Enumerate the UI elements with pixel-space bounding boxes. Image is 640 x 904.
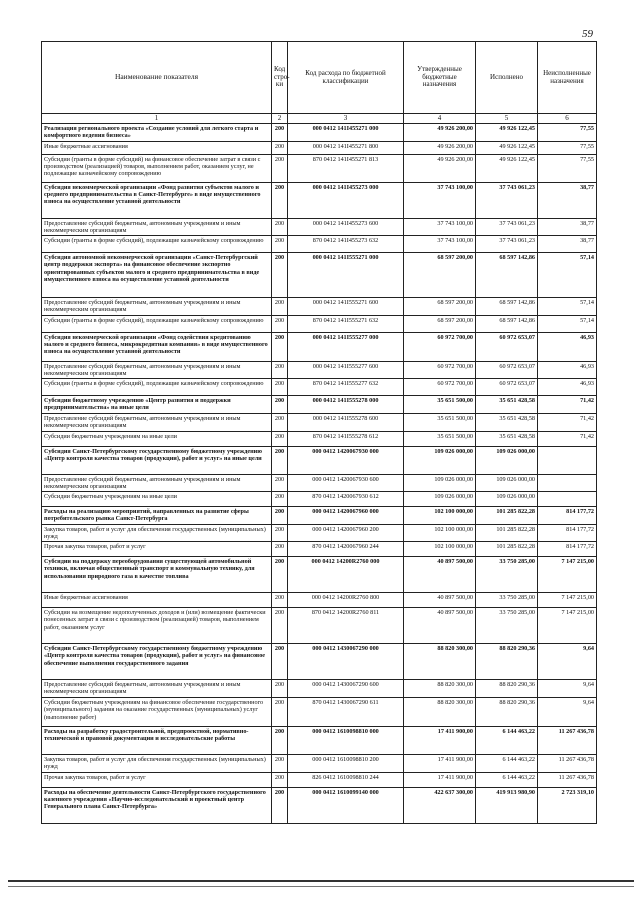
header-unexecuted: Неисполненные назначения [538, 42, 597, 114]
row-approved: 109 026 000,00 [404, 492, 476, 507]
table-row [42, 155, 597, 183]
row-executed: 60 972 653,07 [476, 361, 538, 378]
row-line-code: 200 [272, 525, 288, 542]
table-row [42, 332, 597, 361]
row-approved: 102 100 000,00 [404, 507, 476, 525]
row-approved: 17 411 900,00 [404, 727, 476, 755]
row-approved: 35 651 500,00 [404, 395, 476, 413]
row-unexecuted: 11 267 436,78 [538, 755, 597, 772]
row-name: Субсидия некоммерческой организации «Фонд развития субъектов малого и среднего предпринимательства в Санкт-Петербурге» в виде имущественного взноса на осуществление уставной деятельности [42, 183, 272, 219]
row-name: Расходы на реализацию мероприятий, направленных на развитие сферы потребительского рынка Санкт-Петербурга [42, 507, 272, 525]
row-unexecuted: 57,14 [538, 298, 597, 315]
table-row [42, 787, 597, 823]
row-line-code: 200 [272, 361, 288, 378]
row-unexecuted: 11 267 436,78 [538, 772, 597, 787]
row-line-code: 200 [272, 787, 288, 823]
row-line-code: 200 [272, 608, 288, 644]
row-unexecuted: 38,77 [538, 183, 597, 219]
row-line-code: 200 [272, 219, 288, 236]
table-row [42, 492, 597, 507]
column-number: 1 [42, 114, 272, 124]
row-name: Предоставление субсидий бюджетным, автономным учреждениям и иным некоммерческим организациям [42, 680, 272, 698]
row-expense-code: 000 0412 1610098810 200 [288, 755, 404, 772]
row-line-code: 200 [272, 727, 288, 755]
row-line-code: 200 [272, 507, 288, 525]
row-approved: 60 972 700,00 [404, 361, 476, 378]
row-line-code: 200 [272, 772, 288, 787]
row-line-code: 200 [272, 446, 288, 474]
table-row [42, 525, 597, 542]
table-row [42, 236, 597, 253]
row-expense-code: 000 0412 141I455271 000 [288, 124, 404, 142]
row-expense-code: 000 0412 1430067290 600 [288, 680, 404, 698]
header-executed: Исполнено [476, 42, 538, 114]
row-name: Предоставление субсидий бюджетным, автономным учреждениям и иным некоммерческим организациям [42, 413, 272, 431]
table-row [42, 680, 597, 698]
row-unexecuted [538, 492, 597, 507]
row-unexecuted: 2 723 319,10 [538, 787, 597, 823]
row-line-code: 200 [272, 378, 288, 395]
row-executed: 33 750 285,00 [476, 557, 538, 593]
row-executed: 49 926 122,45 [476, 124, 538, 142]
row-executed: 101 285 822,28 [476, 525, 538, 542]
row-expense-code: 000 0412 141I555278 000 [288, 395, 404, 413]
row-name: Предоставление субсидий бюджетным, автономным учреждениям и иным некоммерческим организациям [42, 219, 272, 236]
table-row [42, 413, 597, 431]
row-unexecuted: 46,93 [538, 378, 597, 395]
row-executed: 88 820 290,36 [476, 644, 538, 680]
column-number-row [42, 114, 597, 124]
row-name: Субсидии (гранты в форме субсидий), подлежащие казначейскому сопровождению [42, 378, 272, 395]
row-line-code: 200 [272, 492, 288, 507]
row-expense-code: 870 0412 141I455273 632 [288, 236, 404, 253]
row-approved: 35 651 500,00 [404, 413, 476, 431]
row-line-code: 200 [272, 542, 288, 557]
row-executed: 6 144 463,22 [476, 727, 538, 755]
row-expense-code: 000 0412 141I555277 600 [288, 361, 404, 378]
row-name: Субсидии бюджетным учреждениям на иные цели [42, 431, 272, 446]
row-approved: 17 411 900,00 [404, 772, 476, 787]
row-name: Субсидии бюджетному учреждению «Центр развития и поддержки предпринимательства» на иные цели [42, 395, 272, 413]
row-name: Реализация регионального проекта «Создание условий для легкого старта и комфортного ведения бизнеса» [42, 124, 272, 142]
row-unexecuted [538, 474, 597, 491]
row-line-code: 200 [272, 644, 288, 680]
row-name: Субсидия Санкт-Петербургскому государственному бюджетному учреждению «Центр контроля качества товаров (продукции), работ и услуг» на иные цели [42, 446, 272, 474]
row-expense-code: 000 0412 1420067930 600 [288, 474, 404, 491]
header-name: Наименование показателя [42, 42, 272, 114]
row-expense-code: 870 0412 141I455271 813 [288, 155, 404, 183]
table-row [42, 124, 597, 142]
row-line-code: 200 [272, 315, 288, 332]
row-line-code: 200 [272, 698, 288, 727]
row-executed: 88 820 290,36 [476, 698, 538, 727]
row-name: Иные бюджетные ассигнования [42, 142, 272, 155]
row-unexecuted: 77,55 [538, 155, 597, 183]
row-unexecuted: 38,77 [538, 236, 597, 253]
row-expense-code: 870 0412 1420067930 612 [288, 492, 404, 507]
row-expense-code: 000 0412 1610099140 000 [288, 787, 404, 823]
row-name: Предоставление субсидий бюджетным, автономным учреждениям и иным некоммерческим организациям [42, 298, 272, 315]
row-name: Предоставление субсидий бюджетным, автономным учреждениям и иным некоммерческим организациям [42, 474, 272, 491]
table-row [42, 378, 597, 395]
row-line-code: 200 [272, 124, 288, 142]
row-name: Предоставление субсидий бюджетным, автономным учреждениям и иным некоммерческим организациям [42, 361, 272, 378]
row-expense-code: 000 0412 141I555277 000 [288, 332, 404, 361]
table-row [42, 219, 597, 236]
header-row [42, 42, 597, 114]
page-number: 59 [582, 28, 593, 40]
row-executed: 88 820 290,36 [476, 680, 538, 698]
row-line-code: 200 [272, 183, 288, 219]
table-row [42, 395, 597, 413]
row-executed: 109 026 000,00 [476, 446, 538, 474]
row-approved: 37 743 100,00 [404, 183, 476, 219]
row-expense-code: 000 0412 141I555271 600 [288, 298, 404, 315]
header-approved: Утвержденные бюджетные назначения [404, 42, 476, 114]
row-approved: 422 637 300,00 [404, 787, 476, 823]
row-unexecuted: 814 177,72 [538, 525, 597, 542]
table-row [42, 315, 597, 332]
row-line-code: 200 [272, 253, 288, 298]
row-name: Субсидии на возмещение недополученных доходов и (или) возмещение фактически понесенных затрат в связи с производством (реализацией) товаров, выполнением работ, оказанием услуг [42, 608, 272, 644]
row-name: Закупка товаров, работ и услуг для обеспечения государственных (муниципальных) нужд [42, 525, 272, 542]
table-row [42, 298, 597, 315]
row-expense-code: 870 0412 141I555271 632 [288, 315, 404, 332]
row-approved: 68 597 200,00 [404, 298, 476, 315]
row-approved: 49 926 200,00 [404, 155, 476, 183]
bottom-rule [8, 880, 634, 882]
row-executed: 68 597 142,86 [476, 315, 538, 332]
table-row [42, 698, 597, 727]
row-approved: 88 820 300,00 [404, 698, 476, 727]
row-expense-code: 000 0412 141I455273 600 [288, 219, 404, 236]
row-executed: 109 026 000,00 [476, 492, 538, 507]
column-number: 2 [272, 114, 288, 124]
table-row [42, 474, 597, 491]
row-unexecuted: 71,42 [538, 413, 597, 431]
row-expense-code: 870 0412 1430067290 611 [288, 698, 404, 727]
row-expense-code: 870 0412 1420067960 244 [288, 542, 404, 557]
row-expense-code: 000 0412 1420067930 000 [288, 446, 404, 474]
row-executed: 37 743 061,23 [476, 219, 538, 236]
row-approved: 35 651 500,00 [404, 431, 476, 446]
row-executed: 419 913 980,90 [476, 787, 538, 823]
budget-execution-table [41, 41, 597, 824]
table-row [42, 727, 597, 755]
row-unexecuted: 814 177,72 [538, 507, 597, 525]
row-unexecuted: 9,64 [538, 698, 597, 727]
row-name: Расходы на разработку градостроительной, предпроектной, нормативно-технической и правовой документации и исследовательские работы [42, 727, 272, 755]
bottom-rule [8, 886, 634, 887]
row-expense-code: 000 0412 14200R2760 000 [288, 557, 404, 593]
column-number: 4 [404, 114, 476, 124]
row-name: Субсидии (гранты в форме субсидий), подлежащие казначейскому сопровождению [42, 315, 272, 332]
row-name: Субсидии бюджетным учреждениям на иные цели [42, 492, 272, 507]
row-unexecuted: 77,55 [538, 142, 597, 155]
table-row [42, 557, 597, 593]
row-line-code: 200 [272, 593, 288, 608]
row-executed: 33 750 285,00 [476, 593, 538, 608]
row-approved: 60 972 700,00 [404, 332, 476, 361]
row-executed: 33 750 285,00 [476, 608, 538, 644]
column-number: 5 [476, 114, 538, 124]
row-approved: 49 926 200,00 [404, 124, 476, 142]
header-line-code: Код стро-ки [272, 42, 288, 114]
row-line-code: 200 [272, 395, 288, 413]
table-row [42, 253, 597, 298]
row-expense-code: 870 0412 141I555277 632 [288, 378, 404, 395]
table-row [42, 593, 597, 608]
row-expense-code: 000 0412 141I555278 600 [288, 413, 404, 431]
row-line-code: 200 [272, 413, 288, 431]
row-approved: 17 411 900,00 [404, 755, 476, 772]
row-expense-code: 000 0412 141I555271 000 [288, 253, 404, 298]
row-expense-code: 000 0412 1610098810 000 [288, 727, 404, 755]
table-row [42, 755, 597, 772]
row-expense-code: 000 0412 14200R2760 800 [288, 593, 404, 608]
row-executed: 68 597 142,86 [476, 298, 538, 315]
row-unexecuted: 38,77 [538, 219, 597, 236]
table-body [42, 124, 597, 824]
row-unexecuted: 57,14 [538, 315, 597, 332]
row-unexecuted: 46,93 [538, 332, 597, 361]
row-expense-code: 870 0412 141I555278 612 [288, 431, 404, 446]
row-executed: 109 026 000,00 [476, 474, 538, 491]
table-row [42, 361, 597, 378]
row-expense-code: 870 0412 14200R2760 811 [288, 608, 404, 644]
row-approved: 37 743 100,00 [404, 219, 476, 236]
row-name: Расходы на обеспечение деятельности Санкт-Петербургского государственного казенного учреждения «Научно-исследовательский и проектный центр Генерального плана Санкт-Петербурга» [42, 787, 272, 823]
header-expense-code: Код расхода по бюджетной классификации [288, 42, 404, 114]
row-name: Субсидии на поддержку переоборудования существующей автомобильной техники, включая общественный транспорт и коммунальную технику, для использования природного газа в качестве топлива [42, 557, 272, 593]
row-executed: 6 144 463,22 [476, 772, 538, 787]
row-executed: 35 651 428,58 [476, 395, 538, 413]
row-approved: 40 897 500,00 [404, 593, 476, 608]
row-approved: 102 100 000,00 [404, 542, 476, 557]
row-executed: 37 743 061,23 [476, 183, 538, 219]
row-executed: 101 285 822,28 [476, 507, 538, 525]
row-approved: 109 026 000,00 [404, 474, 476, 491]
row-approved: 37 743 100,00 [404, 236, 476, 253]
column-number: 3 [288, 114, 404, 124]
row-unexecuted: 7 147 215,00 [538, 557, 597, 593]
row-line-code: 200 [272, 155, 288, 183]
row-unexecuted: 71,42 [538, 431, 597, 446]
row-name: Иные бюджетные ассигнования [42, 593, 272, 608]
table-row [42, 142, 597, 155]
row-approved: 88 820 300,00 [404, 644, 476, 680]
row-executed: 35 651 428,58 [476, 413, 538, 431]
row-unexecuted: 77,55 [538, 124, 597, 142]
row-approved: 49 926 200,00 [404, 142, 476, 155]
row-executed: 37 743 061,23 [476, 236, 538, 253]
row-line-code: 200 [272, 298, 288, 315]
row-name: Прочая закупка товаров, работ и услуг [42, 772, 272, 787]
row-name: Субсидия некоммерческой организации «Фонд содействия кредитованию малого и среднего бизнеса, микрокредитная компания» в виде имущественного взноса на осуществление уставной деятельности [42, 332, 272, 361]
table-row [42, 608, 597, 644]
row-expense-code: 000 0412 1420067960 200 [288, 525, 404, 542]
column-number: 6 [538, 114, 597, 124]
row-unexecuted: 7 147 215,00 [538, 593, 597, 608]
row-unexecuted: 11 267 436,78 [538, 727, 597, 755]
row-line-code: 200 [272, 680, 288, 698]
row-line-code: 200 [272, 474, 288, 491]
row-expense-code: 000 0412 1420067960 000 [288, 507, 404, 525]
row-expense-code: 000 0412 141I455273 000 [288, 183, 404, 219]
row-line-code: 200 [272, 236, 288, 253]
table-row [42, 183, 597, 219]
row-unexecuted: 9,64 [538, 644, 597, 680]
row-approved: 68 597 200,00 [404, 315, 476, 332]
row-unexecuted: 814 177,72 [538, 542, 597, 557]
row-expense-code: 000 0412 1430067290 000 [288, 644, 404, 680]
table-row [42, 644, 597, 680]
row-unexecuted: 9,64 [538, 680, 597, 698]
row-approved: 102 100 000,00 [404, 525, 476, 542]
row-approved: 40 897 500,00 [404, 557, 476, 593]
row-name: Закупка товаров, работ и услуг для обеспечения государственных (муниципальных) нужд [42, 755, 272, 772]
row-unexecuted: 46,93 [538, 361, 597, 378]
row-executed: 49 926 122,45 [476, 155, 538, 183]
row-name: Субсидии (гранты в форме субсидий) на финансовое обеспечение затрат в связи с производством (реализацией) товаров, выполнением работ, оказанием услуг, не подлежащие казначейскому сопровождению [42, 155, 272, 183]
table-row [42, 772, 597, 787]
row-name: Субсидия автономной некоммерческой организации «Санкт-Петербургский центр поддержки экспорта» на финансовое обеспечение экспортно ориентированных субъектов малого и среднего предпринимательства в виде имущественного взноса на осуществление уставной деятельности [42, 253, 272, 298]
row-line-code: 200 [272, 557, 288, 593]
row-executed: 35 651 428,58 [476, 431, 538, 446]
row-approved: 60 972 700,00 [404, 378, 476, 395]
row-unexecuted: 57,14 [538, 253, 597, 298]
row-approved: 68 597 200,00 [404, 253, 476, 298]
row-executed: 101 285 822,28 [476, 542, 538, 557]
row-approved: 88 820 300,00 [404, 680, 476, 698]
table-row [42, 431, 597, 446]
row-executed: 49 926 122,45 [476, 142, 538, 155]
row-name: Субсидии (гранты в форме субсидий), подлежащие казначейскому сопровождению [42, 236, 272, 253]
row-unexecuted: 71,42 [538, 395, 597, 413]
row-approved: 40 897 500,00 [404, 608, 476, 644]
row-executed: 68 597 142,86 [476, 253, 538, 298]
row-expense-code: 000 0412 141I455271 800 [288, 142, 404, 155]
row-executed: 6 144 463,22 [476, 755, 538, 772]
row-expense-code: 826 0412 1610098810 244 [288, 772, 404, 787]
row-executed: 60 972 653,07 [476, 378, 538, 395]
row-name: Субсидии Санкт-Петербургскому государственному бюджетному учреждению «Центр контроля качества товаров (продукции), работ и услуг» на финансовое обеспечение выполнения государственного задания [42, 644, 272, 680]
table-row [42, 446, 597, 474]
row-approved: 109 026 000,00 [404, 446, 476, 474]
row-unexecuted: 7 147 215,00 [538, 608, 597, 644]
row-line-code: 200 [272, 431, 288, 446]
table-row [42, 507, 597, 525]
table-row [42, 542, 597, 557]
row-line-code: 200 [272, 755, 288, 772]
row-executed: 60 972 653,07 [476, 332, 538, 361]
row-name: Прочая закупка товаров, работ и услуг [42, 542, 272, 557]
row-unexecuted [538, 446, 597, 474]
row-line-code: 200 [272, 332, 288, 361]
row-line-code: 200 [272, 142, 288, 155]
row-name: Субсидии бюджетным учреждениям на финансовое обеспечение государственного (муниципального) задания на оказание государственных (муниципальных) услуг (выполнение работ) [42, 698, 272, 727]
